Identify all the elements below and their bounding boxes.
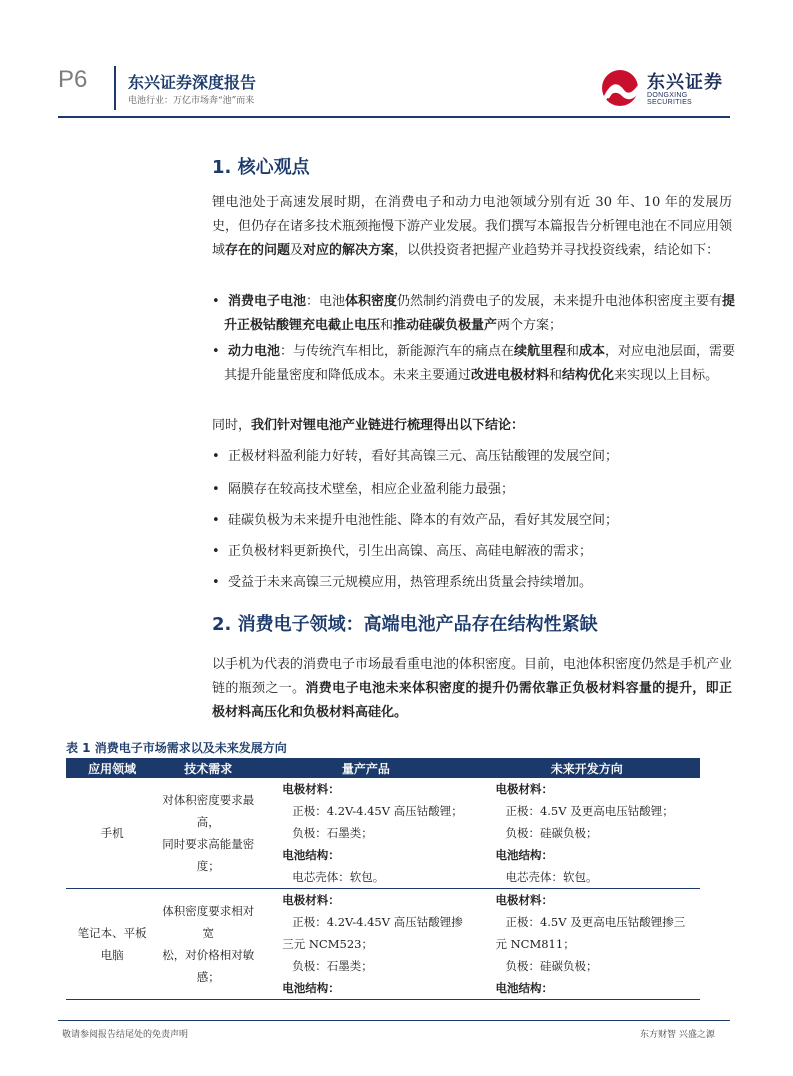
need-cell: 体积密度要求相对宽 松，对价格相对敏感；: [158, 889, 258, 1000]
header-divider: [114, 66, 116, 110]
future-cell: 电极材料： 正极：4.5V 及更高电压钴酸锂掺三 元 NCM811； 负极：硅碳负极； 电池结构：: [473, 889, 700, 1000]
conclusion-item: • 受益于未来高镍三元规模应用，热管理系统出货量会持续增加。: [212, 575, 592, 590]
company-logo: [600, 68, 730, 108]
column-header: 技术需求: [158, 758, 258, 778]
column-header: 应用领域: [66, 758, 158, 778]
table-row: [66, 889, 700, 1000]
logo-text: 东兴证券: [647, 72, 723, 93]
column-header: 未来开发方向: [473, 758, 700, 778]
bullet-power-battery: • 动力电池：与传统汽车相比，新能源汽车的痛点在续航里程和成本，对应电池层面，需要其提升能量密度和降低成本。未来主要通过改进电极材料和结构优化来实现以上目标。: [212, 344, 736, 383]
report-subtitle: 电池行业：万亿市场奔“池”而来: [128, 96, 255, 106]
table-caption: 表 1 消费电子市场需求以及未来发展方向: [66, 741, 287, 755]
field-cell: 笔记本、平板 电脑: [66, 889, 158, 1000]
footer-slogan: 东方财智 兴盛之源: [640, 1030, 715, 1040]
logo-mark-icon: [600, 68, 644, 108]
page-number: P6: [58, 66, 88, 93]
footer-rule: [58, 1020, 730, 1021]
intro-paragraph: 锂电池处于高速发展时期，在消费电子和动力电池领域分别有近 30 年、10 年的发展历史，但仍存在诸多技术瓶颈拖慢下游产业发展。我们撰写本篇报告分析锂电池在不同应用领域存在的问题及对应的解决方案，以供投资者把握产业趋势并寻找投资线索，结论如下：: [212, 195, 733, 258]
conclusion-intro: 同时，我们针对锂电池产业链进行梳理得出以下结论：: [212, 418, 525, 433]
section-2-title: 2. 消费电子领域：高端电池产品存在结构性紧缺: [212, 614, 598, 635]
table-row: [66, 778, 700, 889]
bullet-consumer-battery: • 消费电子电池：电池体积密度仍然制约消费电子的发展，未来提升电池体积密度主要有提升正极钴酸锂充电截止电压和推动硅碳负极量产两个方案；: [212, 294, 736, 333]
need-cell: 对体积密度要求最高， 同时要求高能量密度；: [158, 778, 258, 889]
column-header: 量产产品: [258, 758, 473, 778]
header-rule: [58, 116, 730, 118]
table-header-row: [66, 758, 700, 778]
report-title: 东兴证券深度报告: [128, 73, 257, 92]
product-cell: 电极材料： 正极：4.2V-4.45V 高压钴酸锂掺 三元 NCM523； 负极：石墨类； 电池结构：: [258, 889, 473, 1000]
field-cell: 手机: [66, 778, 158, 889]
section-1-title: 1. 核心观点: [212, 157, 310, 178]
conclusion-item: • 硅碳负极为未来提升电池性能、降本的有效产品，看好其发展空间；: [212, 513, 618, 528]
logo-english: DONGXING SECURITIES: [647, 92, 693, 106]
conclusion-item: • 正负极材料更新换代，引生出高镍、高压、高硅电解液的需求；: [212, 544, 592, 559]
conclusion-item: • 正极材料盈利能力好转，看好其高镍三元、高压钴酸锂的发展空间；: [212, 449, 618, 464]
section-2-paragraph: 以手机为代表的消费电子市场最看重电池的体积密度。目前，电池体积密度仍然是手机产业链的瓶颈之一。消费电子电池未来体积密度的提升仍需依靠正负极材料容量的提升，即正极材料高压化和负极材料高硅化。: [212, 657, 733, 720]
conclusion-item: • 隔膜存在较高技术壁垒，相应企业盈利能力最强；: [212, 482, 514, 497]
market-demand-table: [66, 758, 700, 1000]
product-cell: 电极材料： 正极：4.2V-4.45V 高压钴酸锂； 负极：石墨类； 电池结构： 电芯壳体：软包。: [258, 778, 473, 889]
future-cell: 电极材料： 正极：4.5V 及更高电压钴酸锂； 负极：硅碳负极； 电池结构： 电芯壳体：软包。: [473, 778, 700, 889]
footer-disclaimer: 敬请参阅报告结尾处的免责声明: [62, 1030, 189, 1040]
